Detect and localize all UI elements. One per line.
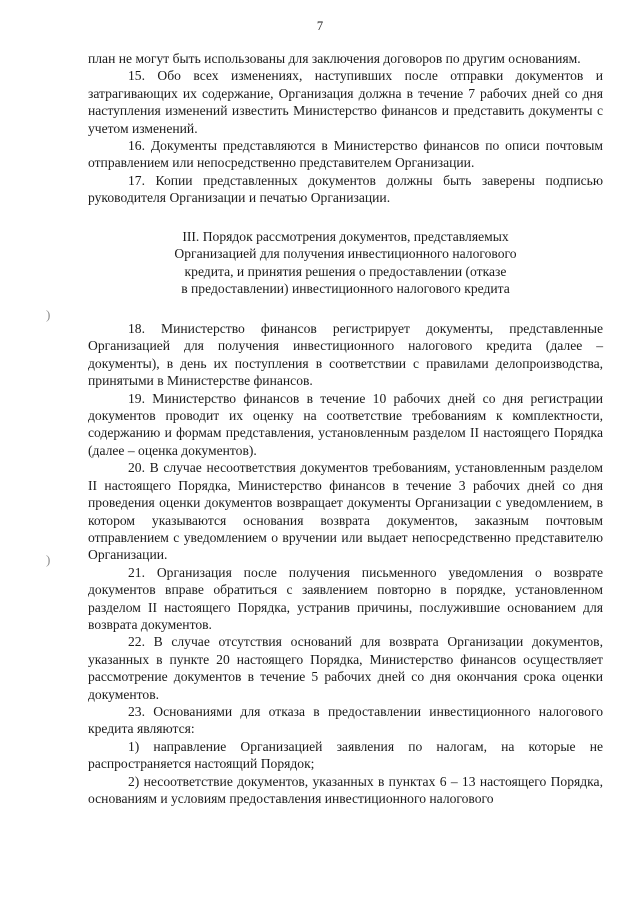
paragraph-19: 19. Министерство финансов в течение 10 рабочих дней со дня регистрации документов проводит их оценку на соответствие требованиям к комплектности, содержанию и формам представления, установленным разделом II настоящего Порядка (далее – оценка документов).	[88, 390, 603, 458]
margin-mark: )	[46, 552, 51, 567]
paragraph-15: 15. Обо всех изменениях, наступивших после отправки документов и затрагивающих их содержание, Организация должна в течение 7 рабочих дней со дня наступления изменений известить Министерство финансов и представить документы с учетом изменений.	[88, 68, 603, 136]
paragraph-20: 20. В случае несоответствия документов требованиям, установленным разделом II настоящего Порядка, Министерство финансов в течение 3 рабочих дней со дня проведения оценки документов возвращает документы Организации с уведомлением, в котором указываются основания возврата документов, заказным почтовым отправлением с уведомлением о вручении или выдает непосредственно представителю Организации.	[88, 460, 603, 563]
section-heading-line: кредита, и принятия решения о предоставлении (отказе	[184, 263, 507, 279]
paragraph-22: 22. В случае отсутствия оснований для возврата Организации документов, указанных в пункте 20 настоящего Порядка, Министерство финансов осуществляет рассмотрение документов в течение 5 рабочих дней со дня окончания срока оценки документов.	[88, 634, 603, 702]
paragraph-18: 18. Министерство финансов регистрирует документы, представленные Организацией для получения инвестиционного налогового кредита (далее – документы), в день их поступления в соответствии с правилами делопроизводства, принятыми в Министерстве финансов.	[88, 321, 603, 389]
paragraph-23: 23. Основаниями для отказа в предоставлении инвестиционного налогового кредита являются:	[88, 703, 603, 737]
section-heading	[88, 228, 603, 298]
document-body	[88, 50, 603, 807]
paragraph-continuation: план не могут быть использованы для заключения договоров по другим основаниям.	[88, 51, 581, 66]
section-heading-line: Организацией для получения инвестиционного налогового	[174, 246, 517, 262]
section-heading-line: в предоставлении) инвестиционного налогового кредита	[181, 281, 510, 297]
paragraph-17: 17. Копии представленных документов должны быть заверены подписью руководителя Организации и печатью Организации.	[88, 172, 603, 206]
paragraph-21: 21. Организация после получения письменного уведомления о возврате документов вправе обратиться с заявлением повторно в порядке, установленном разделом II настоящего Порядка, устранив причины, послужившие основанием для возврата документов.	[88, 564, 603, 632]
section-heading-line: III. Порядок рассмотрения документов, представляемых	[182, 228, 509, 244]
list-item-2: 2) несоответствие документов, указанных в пунктах 6 – 13 настоящего Порядка, основаниям и условиям предоставления инвестиционного налогового	[88, 773, 603, 806]
margin-mark: )	[46, 307, 51, 322]
page-number: 7	[316, 19, 324, 33]
list-item-1: 1) направление Организацией заявления по налогам, на которые не распространяется настоящий Порядок;	[88, 738, 603, 772]
paragraph-16: 16. Документы представляются в Министерство финансов по описи почтовым отправлением или непосредственно представителем Организации.	[88, 138, 603, 171]
